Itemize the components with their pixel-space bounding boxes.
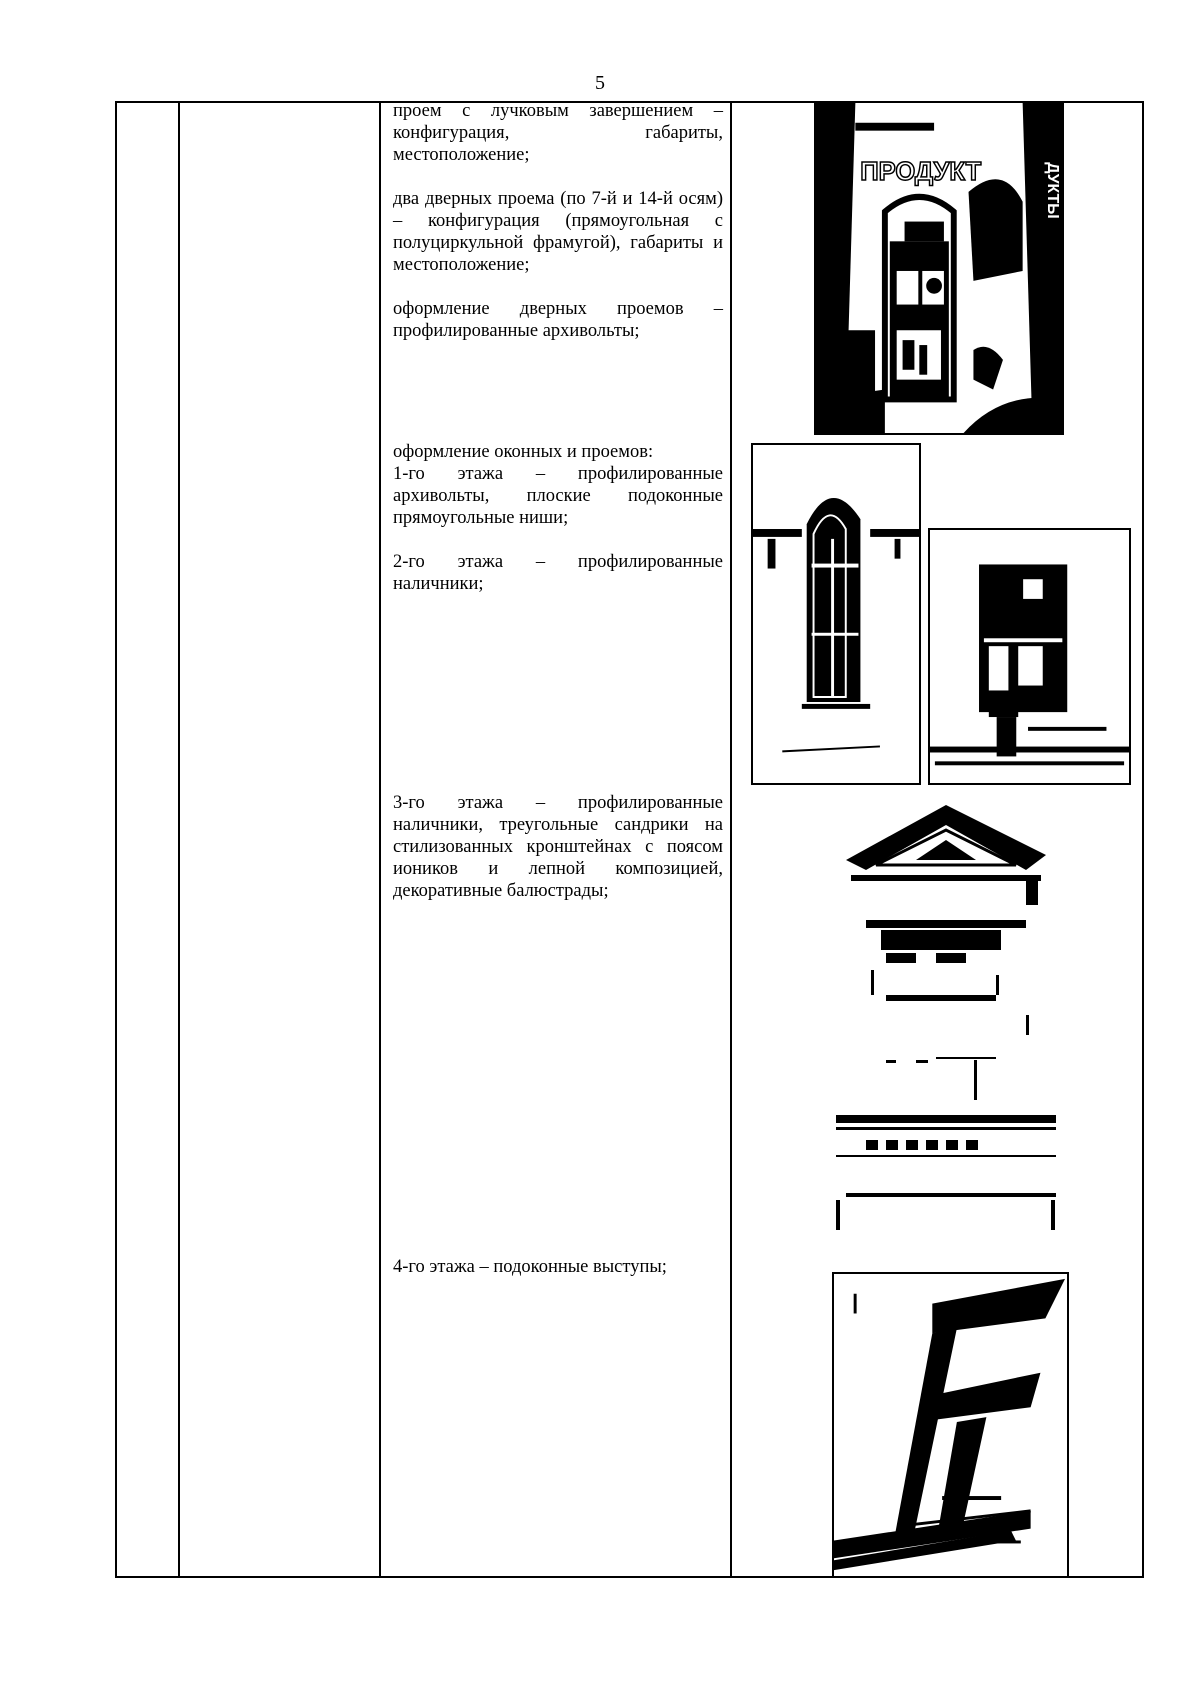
arched-window-photo <box>751 443 921 785</box>
row-3-text <box>393 792 723 902</box>
row-2-heading: оформление оконных и проемов: <box>393 442 654 462</box>
row-1-text <box>393 100 723 342</box>
shop-sign-text: ПРОДУКТ <box>860 158 982 187</box>
row-1-paragraph-3: оформление дверных проемов – профилированные архивольты; <box>393 299 723 341</box>
column-divider-3 <box>730 101 732 1578</box>
row-2-text <box>393 441 723 595</box>
second-floor-window-photo <box>928 528 1131 785</box>
row-2-paragraph-1: 1-го этажа – профилированные архивольты, плоские подоконные прямоугольные ниши; <box>393 464 723 528</box>
column-divider-2 <box>379 101 381 1578</box>
fourth-floor-sill-photo <box>832 1272 1069 1578</box>
row-3-paragraph-1: 3-го этажа – профилированные наличники, треугольные сандрики на стилизованных кронштейнах с поясом иоников и лепной композицией, декоративные балюстрады; <box>393 793 723 901</box>
shop-entrance-photo <box>814 101 1064 435</box>
third-floor-pediment-photo <box>826 795 1066 1235</box>
column-divider-1 <box>178 101 180 1578</box>
row-1-paragraph-1: проем с лучковым завершением – конфигурация, габариты, местоположение; <box>393 101 723 165</box>
shop-side-text: ДУКТЫ <box>1044 162 1062 219</box>
row-4-paragraph-1: 4-го этажа – подоконные выступы; <box>393 1257 667 1277</box>
page-number: 5 <box>595 72 605 94</box>
row-2-paragraph-2: 2-го этажа – профилированные наличники; <box>393 552 723 594</box>
row-1-paragraph-2: два дверных проема (по 7-й и 14-й осям) – конфигурация (прямоугольная с полуциркульной фрамугой), габариты и местоположение; <box>393 189 723 275</box>
row-4-text <box>393 1256 723 1278</box>
